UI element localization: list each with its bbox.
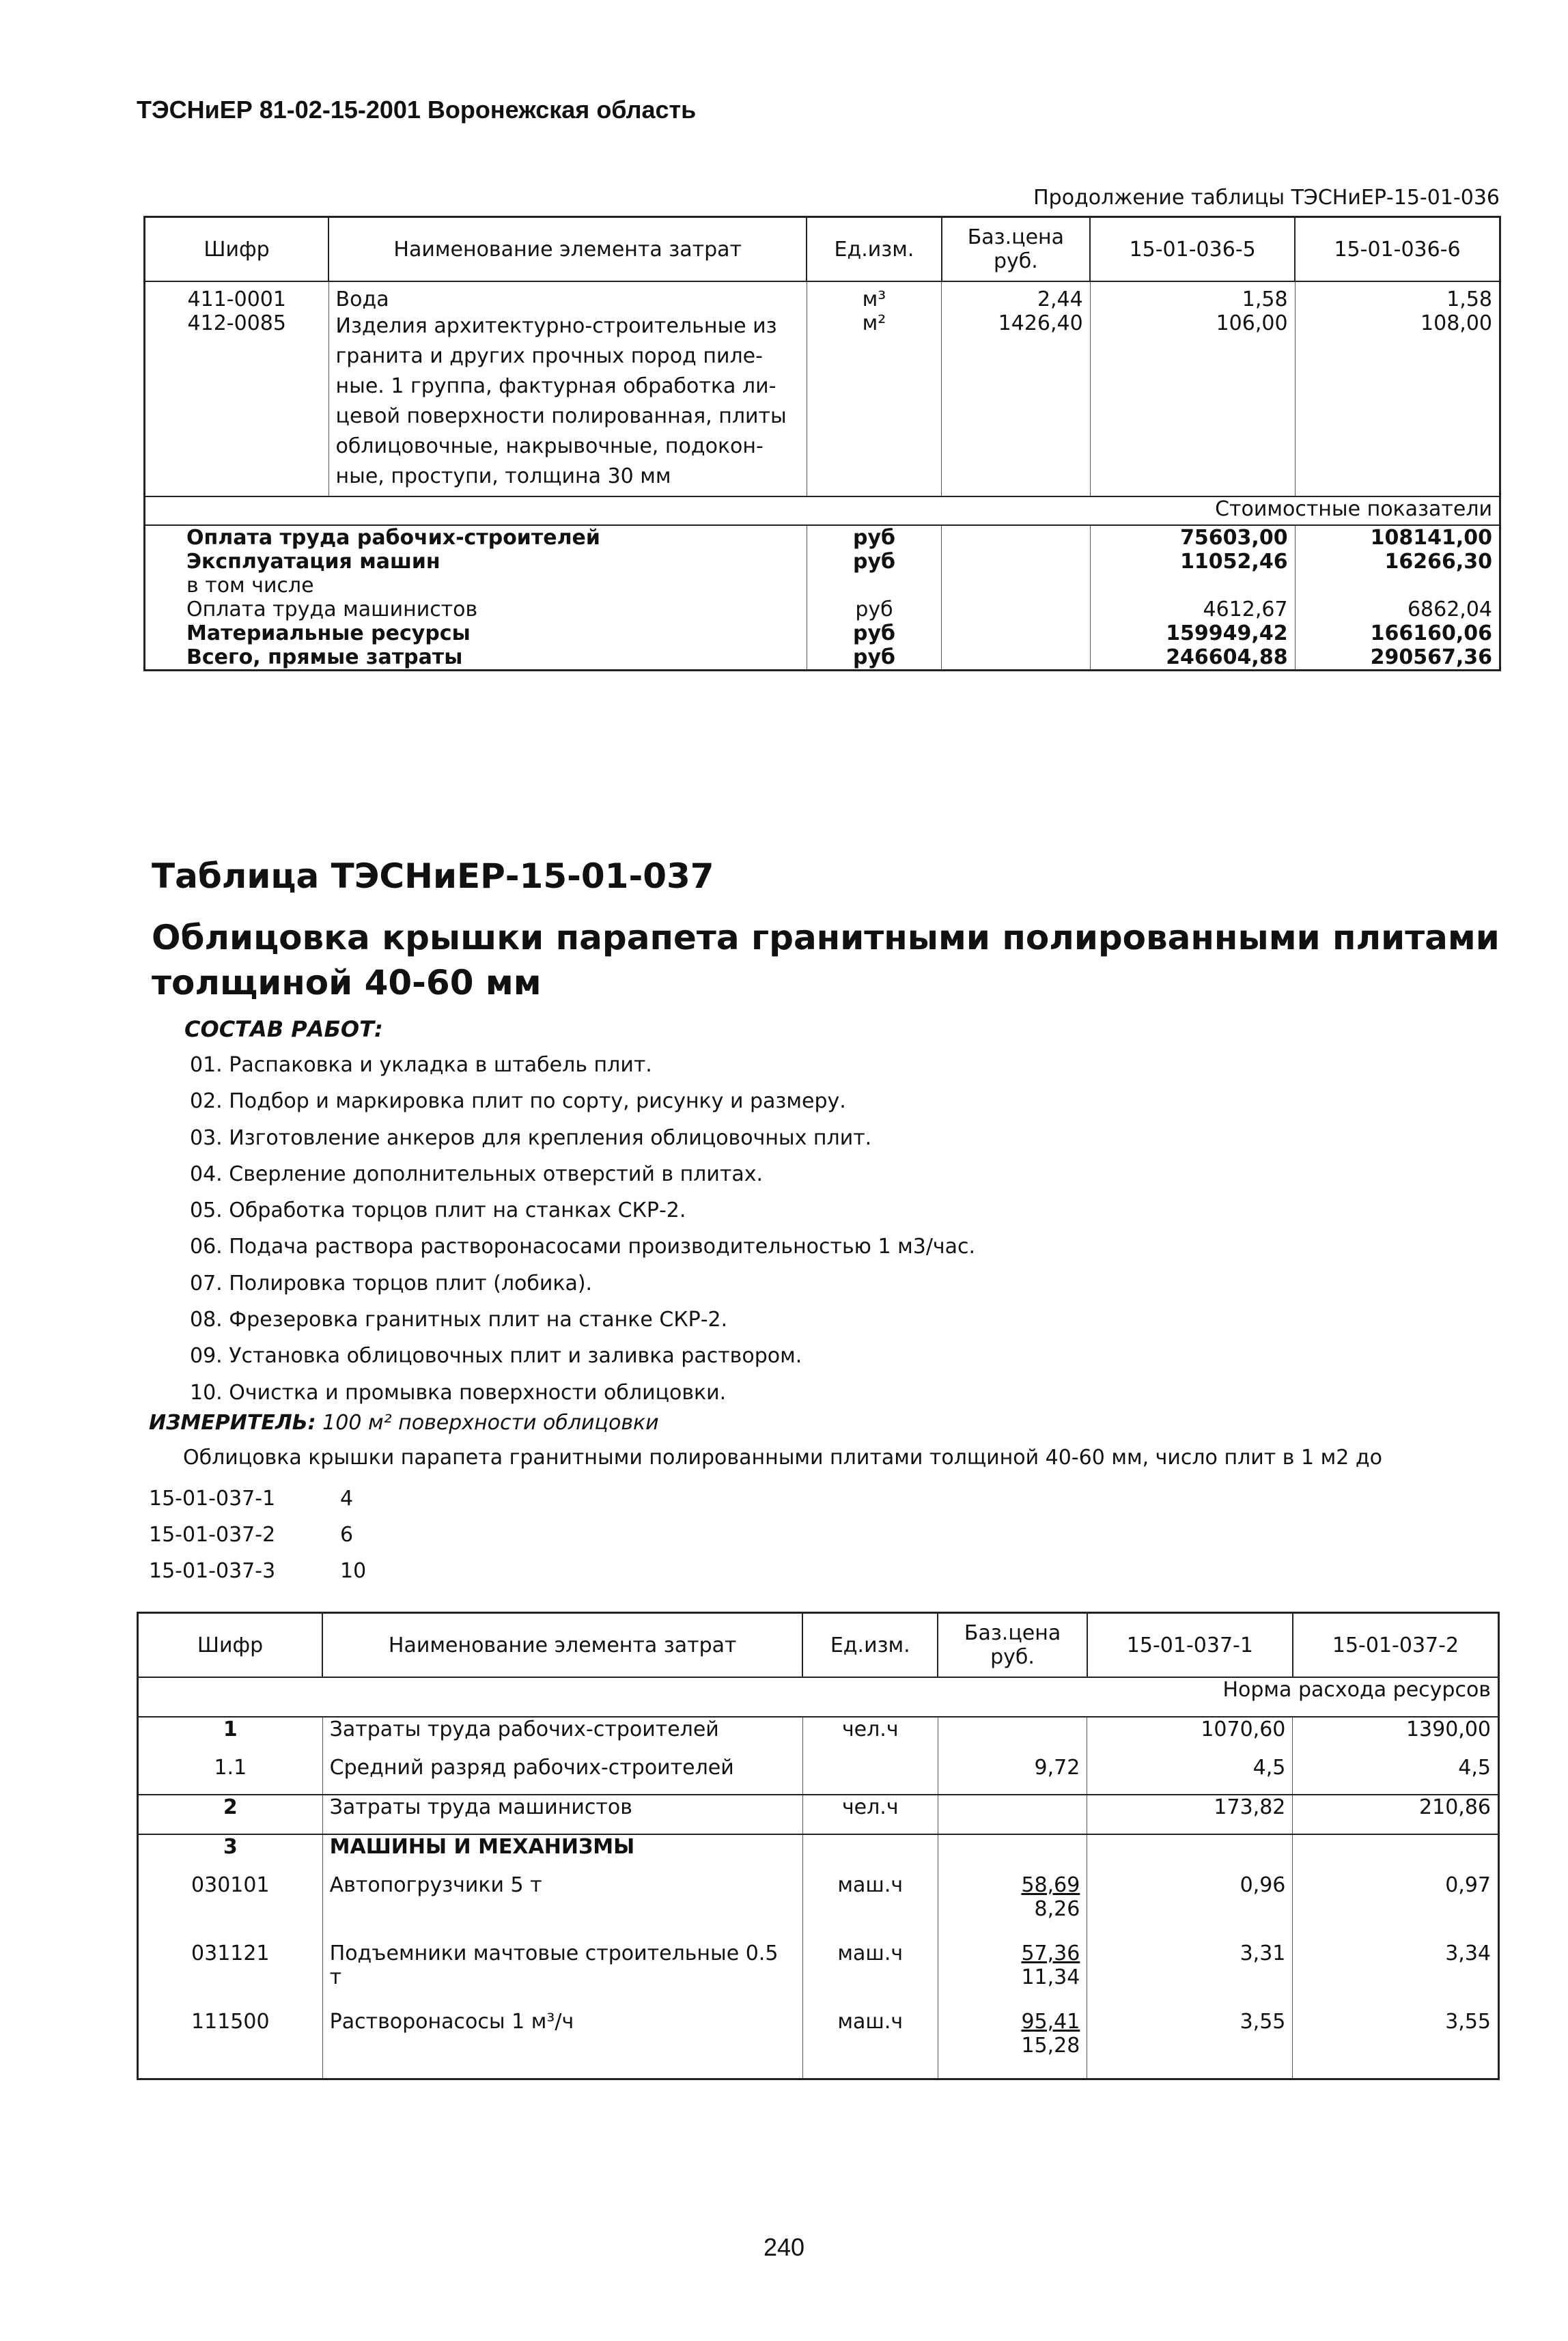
row-unit: маш.ч — [802, 1942, 938, 2010]
column-header-variant-2: 15-01-036-6 — [1295, 217, 1500, 282]
row-name: МАШИНЫ И МЕХАНИЗМЫ — [322, 1834, 802, 1873]
row-price-operator: 15,28 — [1021, 2034, 1080, 2058]
table-row — [138, 1756, 1499, 1795]
row-price-cell — [938, 1873, 1087, 1942]
cost-value-1: 159949,42 — [1090, 621, 1295, 645]
list-item — [149, 1553, 366, 1589]
cost-row — [145, 598, 1500, 621]
variant-code: 15-01-037-1 — [149, 1487, 276, 1511]
row-value-2: 3,55 — [1445, 2010, 1491, 2034]
row-unit: маш.ч — [802, 1873, 938, 1942]
cost-unit: руб — [807, 598, 941, 621]
page-number: 240 — [763, 2233, 805, 2261]
table-row — [138, 2010, 1499, 2079]
row-price-operator: 11,34 — [1021, 1965, 1080, 1989]
column-header-name: Наименование элемента затрат — [328, 217, 807, 282]
cost-name: Оплата труда рабочих-строителей — [145, 525, 807, 550]
table-continuation-note: Продолжение таблицы ТЭСНиЕР-15-01-036 — [1033, 186, 1500, 210]
row-value-1: 173,82 — [1087, 1795, 1293, 1834]
row-price-operator: 8,26 — [1034, 1897, 1080, 1921]
row-value-2: 4,5 — [1458, 1756, 1491, 1780]
variant-value: 10 — [340, 1559, 367, 1583]
cost-unit: руб — [807, 645, 941, 671]
column-header-price: Баз.цена руб. — [938, 1613, 1087, 1678]
row-name: Затраты труда рабочих-строителей — [322, 1717, 802, 1756]
row-name: Изделия архитектурно-строительные из гранита и других прочных пород пиле-ные. 1 группа, фактурная обработка ли-цевой поверхности полированная, плиты облицовочные, накрывочные, подокон-ные, проступи, толщина 30 мм — [328, 311, 807, 496]
row-value-1: 4,5 — [1087, 1756, 1293, 1795]
row-unit: маш.ч — [802, 2010, 938, 2079]
variants-list — [149, 1481, 366, 1589]
list-item: 03. Изготовление анкеров для крепления облицовочных плит. — [190, 1125, 872, 1150]
column-header-name: Наименование элемента затрат — [322, 1613, 802, 1678]
cost-table-036 — [143, 216, 1501, 671]
section-row — [145, 496, 1500, 525]
variant-code: 15-01-037-2 — [149, 1523, 276, 1547]
cost-name: Всего, прямые затраты — [145, 645, 807, 671]
list-item: 01. Распаковка и укладка в штабель плит. — [190, 1053, 652, 1077]
cost-value-1: 4612,67 — [1090, 598, 1295, 621]
row-name: Затраты труда машинистов — [322, 1795, 802, 1834]
column-header-unit: Ед.изм. — [807, 217, 941, 282]
variant-code: 15-01-037-3 — [149, 1559, 276, 1583]
resource-table-037 — [137, 1612, 1500, 2080]
row-price: 95,41 — [1021, 2010, 1080, 2034]
row-code: 1.1 — [138, 1756, 323, 1795]
cost-name: Оплата труда машинистов — [145, 598, 807, 621]
variants-description: Облицовка крышки парапета гранитными полированными плитами толщиной 40-60 мм, число плит в 1 м2 до — [183, 1446, 1382, 1470]
cost-value-1: 11052,46 — [1090, 550, 1295, 574]
column-header-variant-1: 15-01-037-1 — [1087, 1613, 1293, 1678]
row-unit: м³ — [807, 281, 941, 311]
cost-value-2: 290567,36 — [1370, 645, 1492, 669]
cost-value-1: 246604,88 — [1090, 645, 1295, 671]
column-header-code: Шифр — [138, 1613, 323, 1678]
row-value-2: 1,58 — [1446, 288, 1492, 311]
variant-value: 6 — [340, 1523, 354, 1547]
table-row — [145, 281, 1500, 311]
row-code: 3 — [138, 1834, 323, 1873]
row-price-cell — [938, 2010, 1087, 2079]
row-unit: чел.ч — [802, 1717, 938, 1756]
works-label: СОСТАВ РАБОТ: — [184, 1016, 383, 1042]
row-name: Растворонасосы 1 м³/ч — [322, 2010, 802, 2079]
section-label: Стоимостные показатели — [145, 496, 1500, 525]
row-value-2: 3,34 — [1445, 1942, 1491, 1965]
meter-label: ИЗМЕРИТЕЛЬ: — [149, 1411, 316, 1435]
list-item — [149, 1517, 366, 1553]
list-item: 06. Подача раствора растворонасосами производительностью 1 м3/час. — [190, 1235, 976, 1259]
cost-row — [145, 525, 1500, 550]
table-row — [138, 1873, 1499, 1942]
row-code: 030101 — [138, 1873, 323, 1942]
list-item: 02. Подбор и маркировка плит по сорту, рисунку и размеру. — [190, 1089, 846, 1114]
meter-value: 100 м² поверхности облицовки — [322, 1411, 659, 1435]
cost-row — [145, 574, 1500, 598]
list-item: 10. Очистка и промывка поверхности облицовки. — [190, 1380, 727, 1405]
row-price: 1426,40 — [942, 311, 1091, 496]
row-name: Средний разряд рабочих-строителей — [322, 1756, 802, 1795]
row-value-1: 3,55 — [1087, 2010, 1293, 2079]
cost-name: Эксплуатация машин — [145, 550, 807, 574]
row-name: Вода — [328, 281, 807, 311]
row-price: 2,44 — [942, 281, 1091, 311]
row-name: Автопогрузчики 5 т — [322, 1873, 802, 1942]
table-header-row — [145, 217, 1500, 282]
row-unit — [802, 1756, 938, 1795]
row-code: 111500 — [138, 2010, 323, 2079]
row-unit: м² — [807, 311, 941, 496]
row-value-1: 1,58 — [1090, 281, 1295, 311]
variant-value: 4 — [340, 1487, 354, 1511]
list-item — [149, 1481, 366, 1517]
cost-row — [145, 621, 1500, 645]
row-price: 58,69 — [1021, 1873, 1080, 1897]
row-unit: чел.ч — [802, 1795, 938, 1834]
table-subtitle: Облицовка крышки парапета гранитными полированными плитами толщиной 40-60 мм — [152, 918, 1500, 1003]
row-value-1: 0,96 — [1087, 1873, 1293, 1942]
row-value-1: 3,31 — [1087, 1942, 1293, 2010]
cost-row — [145, 645, 1500, 671]
column-header-variant-1: 15-01-036-5 — [1090, 217, 1295, 282]
cost-unit: руб — [807, 550, 941, 574]
row-price: 57,36 — [1021, 1942, 1080, 1965]
table-row — [138, 1795, 1499, 1834]
row-code: 411-0001 — [145, 281, 329, 311]
table-header-row — [138, 1613, 1499, 1678]
section-row — [138, 1677, 1499, 1717]
column-header-price: Баз.цена руб. — [942, 217, 1091, 282]
row-value-1: 106,00 — [1090, 311, 1295, 496]
row-value-1: 1070,60 — [1087, 1717, 1293, 1756]
row-price — [938, 1717, 1087, 1756]
list-item: 09. Установка облицовочных плит и заливка раствором. — [190, 1344, 802, 1369]
row-price-cell — [938, 1942, 1087, 2010]
list-item: 07. Полировка торцов плит (лобика). — [190, 1271, 593, 1295]
cost-unit: руб — [807, 621, 941, 645]
column-header-unit: Ед.изм. — [802, 1613, 938, 1678]
table-row — [145, 311, 1500, 496]
meter-line — [149, 1411, 659, 1435]
table-row — [138, 1942, 1499, 2010]
table-title: Таблица ТЭСНиЕР-15-01-037 — [152, 856, 714, 896]
row-code: 1 — [138, 1717, 323, 1756]
column-header-code: Шифр — [145, 217, 329, 282]
list-item: 04. Сверление дополнительных отверстий в плитах. — [190, 1162, 764, 1186]
cost-value-1: 75603,00 — [1090, 525, 1295, 550]
page-header-title: ТЭСНиЕР 81-02-15-2001 Воронежская область — [137, 96, 697, 124]
row-name: Подъемники мачтовые строительные 0.5 т — [322, 1942, 802, 2010]
cost-value-2: 16266,30 — [1384, 550, 1492, 574]
row-value-2: 0,97 — [1445, 1873, 1491, 1897]
cost-value-2: 6862,04 — [1407, 598, 1492, 621]
section-label: Норма расхода ресурсов — [138, 1677, 1499, 1717]
cost-name: Материальные ресурсы — [145, 621, 807, 645]
row-value-2: 1390,00 — [1405, 1718, 1491, 1741]
cost-row — [145, 550, 1500, 574]
row-code: 2 — [138, 1795, 323, 1834]
list-item: 08. Фрезеровка гранитных плит на станке СКР-2. — [190, 1308, 728, 1332]
cost-value-2: 108141,00 — [1370, 526, 1492, 550]
row-code: 031121 — [138, 1942, 323, 2010]
column-header-variant-2: 15-01-037-2 — [1293, 1613, 1499, 1678]
row-code: 412-0085 — [145, 311, 329, 496]
cost-unit: руб — [807, 525, 941, 550]
row-value-2: 210,86 — [1293, 1795, 1499, 1834]
row-value-2: 108,00 — [1420, 311, 1492, 335]
table-row — [138, 1834, 1499, 1873]
cost-name: в том числе — [145, 574, 807, 598]
table-row — [138, 1717, 1499, 1756]
cost-value-2: 166160,06 — [1370, 621, 1492, 645]
row-price: 9,72 — [938, 1756, 1087, 1795]
row-price — [938, 1795, 1087, 1834]
works-list — [190, 1047, 975, 1411]
list-item: 05. Обработка торцов плит на станках СКР-2. — [190, 1198, 686, 1223]
